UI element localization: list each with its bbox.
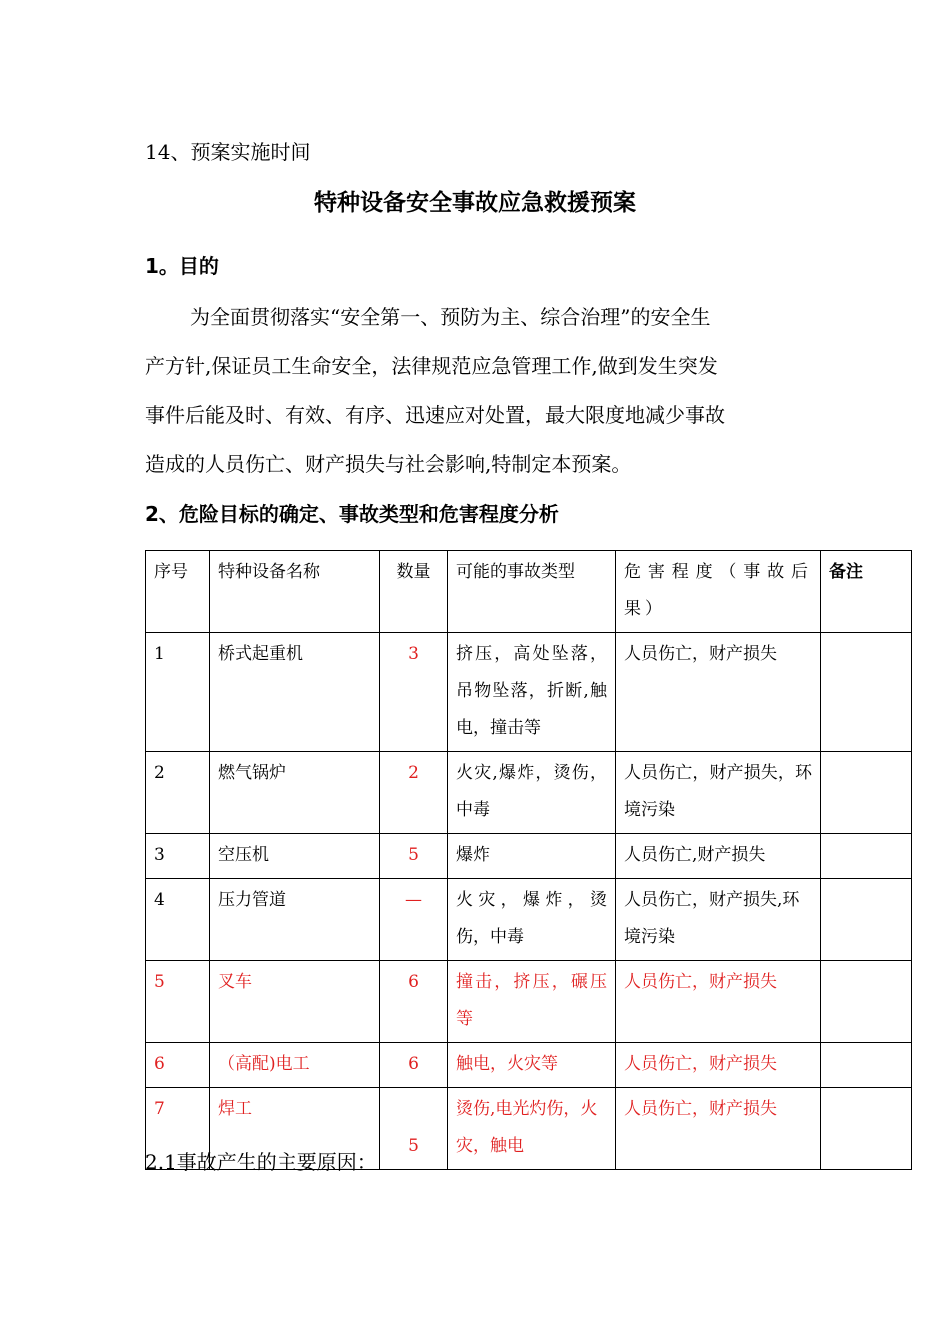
cell-no: 3: [146, 834, 210, 879]
paragraph-line-3: 事件后能及时、有效、有序、迅速应对处置，最大限度地减少事故: [145, 403, 725, 427]
cell-type: 触电，火灾等: [448, 1043, 616, 1088]
cell-no: 5: [146, 961, 210, 1043]
section-1-heading: 1。目的: [145, 254, 219, 278]
cell-no: 7: [146, 1088, 210, 1170]
cell-qty: 3: [380, 633, 448, 752]
cell-name: 燃气锅炉: [210, 752, 380, 834]
pre-heading: 14、预案实施时间: [145, 140, 311, 164]
table-row: [146, 834, 912, 879]
cell-no: 6: [146, 1043, 210, 1088]
cell-no: 2: [146, 752, 210, 834]
cell-name: 焊工: [210, 1088, 380, 1170]
cell-name: 压力管道: [210, 879, 380, 961]
cell-qty: 2: [380, 752, 448, 834]
header-harm: 危害程度（事故后果）: [616, 551, 821, 633]
cell-note: [821, 633, 912, 752]
header-note: 备注: [821, 551, 912, 633]
paragraph-line-1: 为全面贯彻落实“安全第一、预防为主、综合治理”的安全生: [190, 305, 711, 329]
cell-harm: 人员伤亡，财产损失: [616, 633, 821, 752]
cell-note: [821, 834, 912, 879]
cell-qty: 6: [380, 961, 448, 1043]
cell-note: [821, 1088, 912, 1170]
cell-note: [821, 961, 912, 1043]
cell-qty: 6: [380, 1043, 448, 1088]
table-row: [146, 961, 912, 1043]
cell-type: 撞击，挤压，碾压等: [448, 961, 616, 1043]
cell-harm: 人员伤亡，财产损失: [616, 1088, 821, 1170]
section-2-heading: 2、危险目标的确定、事故类型和危害程度分析: [145, 502, 559, 526]
cell-type: 挤压，高处坠落，吊物坠落，折断,触电，撞击等: [448, 633, 616, 752]
table-header-row: [146, 551, 912, 633]
table-row: [146, 633, 912, 752]
cell-name: 叉车: [210, 961, 380, 1043]
cell-harm: 人员伤亡，财产损失: [616, 961, 821, 1043]
header-type: 可能的事故类型: [448, 551, 616, 633]
header-name: 特种设备名称: [210, 551, 380, 633]
cell-type: 烫伤,电光灼伤，火灾，触电: [448, 1088, 616, 1170]
header-qty: 数量: [380, 551, 448, 633]
cell-note: [821, 879, 912, 961]
cell-name: （高配)电工: [210, 1043, 380, 1088]
table-row: [146, 752, 912, 834]
header-no: 序号: [146, 551, 210, 633]
hazard-table: [145, 550, 912, 1170]
paragraph-line-4: 造成的人员伤亡、财产损失与社会影响,特制定本预案。: [145, 452, 632, 476]
table-row: [146, 879, 912, 961]
cell-harm: 人员伤亡，财产损失: [616, 1043, 821, 1088]
cell-qty: 5: [380, 1088, 448, 1170]
cell-note: [821, 752, 912, 834]
cell-name: 空压机: [210, 834, 380, 879]
cell-harm: 人员伤亡,财产损失: [616, 834, 821, 879]
cell-no: 4: [146, 879, 210, 961]
table-row: [146, 1043, 912, 1088]
cell-harm: 人员伤亡，财产损失,环境污染: [616, 879, 821, 961]
cell-type: 火灾,爆炸，烫伤，中毒: [448, 752, 616, 834]
cell-no: 1: [146, 633, 210, 752]
cell-harm: 人员伤亡，财产损失，环境污染: [616, 752, 821, 834]
cell-type: 爆炸: [448, 834, 616, 879]
paragraph-line-2: 产方针,保证员工生命安全，法律规范应急管理工作,做到发生突发: [145, 354, 718, 378]
document-title: 特种设备安全事故应急救援预案: [314, 190, 636, 216]
cell-type: 火灾，爆炸，烫伤，中毒: [448, 879, 616, 961]
cell-name: 桥式起重机: [210, 633, 380, 752]
cell-qty: —: [380, 879, 448, 961]
cell-qty: 5: [380, 834, 448, 879]
section-2-1-heading: 2.1事故产生的主要原因：: [145, 1150, 377, 1174]
cell-note: [821, 1043, 912, 1088]
